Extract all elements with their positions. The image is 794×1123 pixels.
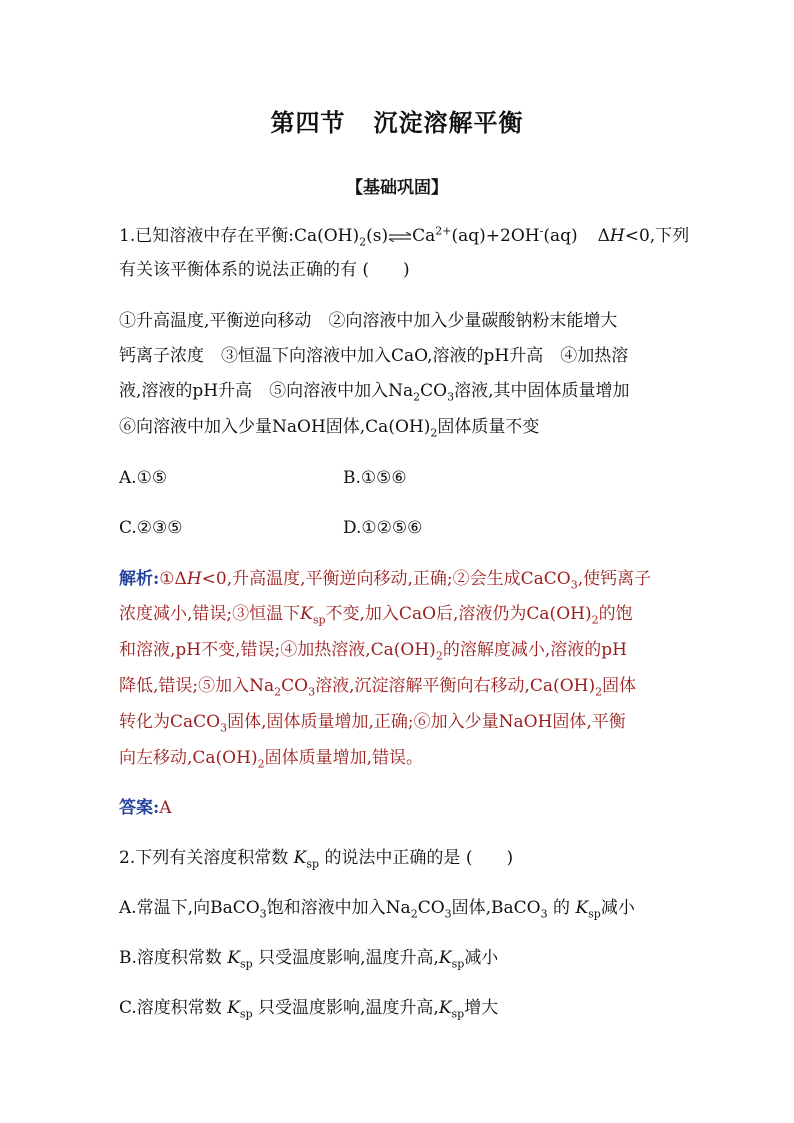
title-part1: 第四节	[270, 108, 346, 137]
q1-analysis-line2: 浓度减小,错误;③恒温下$K_{sp}$不变,加入CaO后,溶液仍为$Ca(OH)_2$的饱	[119, 604, 633, 627]
q1-statement-line2: 钙离子浓度 ③恒温下向溶液中加入CaO,溶液的pH升高 ④加热溶	[119, 346, 629, 366]
q2-stem: 2.下列有关溶度积常数 $K_{sp}$ 的说法中正确的是 ( )	[119, 848, 514, 871]
q1-option-b: B.①⑤⑥	[343, 468, 407, 488]
q1-stem-line2: 有关该平衡体系的说法正确的有 ( )	[119, 260, 410, 280]
q1-option-a: A.①⑤	[119, 468, 168, 488]
answer-label: 答案:	[119, 798, 160, 818]
page-title	[0, 103, 794, 138]
q1-option-c: C.②③⑤	[119, 518, 183, 538]
q1-statement-line4: ⑥向溶液中加入少量NaOH固体$,Ca(OH)_2$固体质量不变	[119, 417, 540, 440]
answer-value: A	[159, 798, 172, 818]
q1-answer	[119, 796, 172, 820]
q1-analysis-line1: 解析:①ΔH<0,升高温度,平衡逆向移动,正确;②会生成CaCO$_3$,使钙离子	[119, 569, 652, 592]
q2-option-b: B.溶度积常数 $K_{sp}$ 只受温度影响,温度升高$,K_{sp}$减小	[119, 948, 499, 971]
q2-option-c: C.溶度积常数 $K_{sp}$ 只受温度影响,温度升高$,K_{sp}$增大	[119, 998, 499, 1021]
q1-analysis-line3: 和溶液,pH不变,错误;④加热溶液$,Ca(OH)_2$的溶解度减小,溶液的pH	[119, 640, 627, 663]
q1-statement-line1: ①升高温度,平衡逆向移动 ②向溶液中加入少量碳酸钠粉末能增大	[119, 311, 618, 331]
q2-option-a: A.常温下,向BaCO$_3$饱和溶液中加入$Na_2CO_3$固体,BaCO$_3$ 的 $K_{sp}$减小	[119, 898, 635, 921]
q1-analysis-line5: 转化为CaCO$_3$固体,固体质量增加,正确;⑥加入少量NaOH固体,平衡	[119, 712, 626, 735]
q1-statement-line3: 液,溶液的pH升高 ⑤向溶液中加入$Na_2CO_3$溶液,其中固体质量增加	[119, 381, 630, 404]
q1-stem-line1: 1.已知溶液中存在平衡$:Ca(OH)_2(s)$ $Ca^{2+}(aq)+2OH^-(aq)$ ΔH<0,下列	[119, 224, 690, 249]
q1-option-d: D.①②⑤⑥	[343, 518, 423, 538]
q1-analysis-line4: 降低,错误;⑤加入$Na_2CO_3$溶液,沉淀溶解平衡向右移动$,Ca(OH)_2$固体	[119, 676, 637, 699]
equilibrium-arrow-icon	[388, 232, 412, 242]
title-part2: 沉淀溶解平衡	[373, 108, 524, 137]
section-label: 【基础巩固】	[346, 178, 448, 198]
analysis-label: 解析:	[119, 569, 160, 589]
q1-analysis-line6: 向左移动$,Ca(OH)_2$固体质量增加,错误。	[119, 748, 423, 771]
